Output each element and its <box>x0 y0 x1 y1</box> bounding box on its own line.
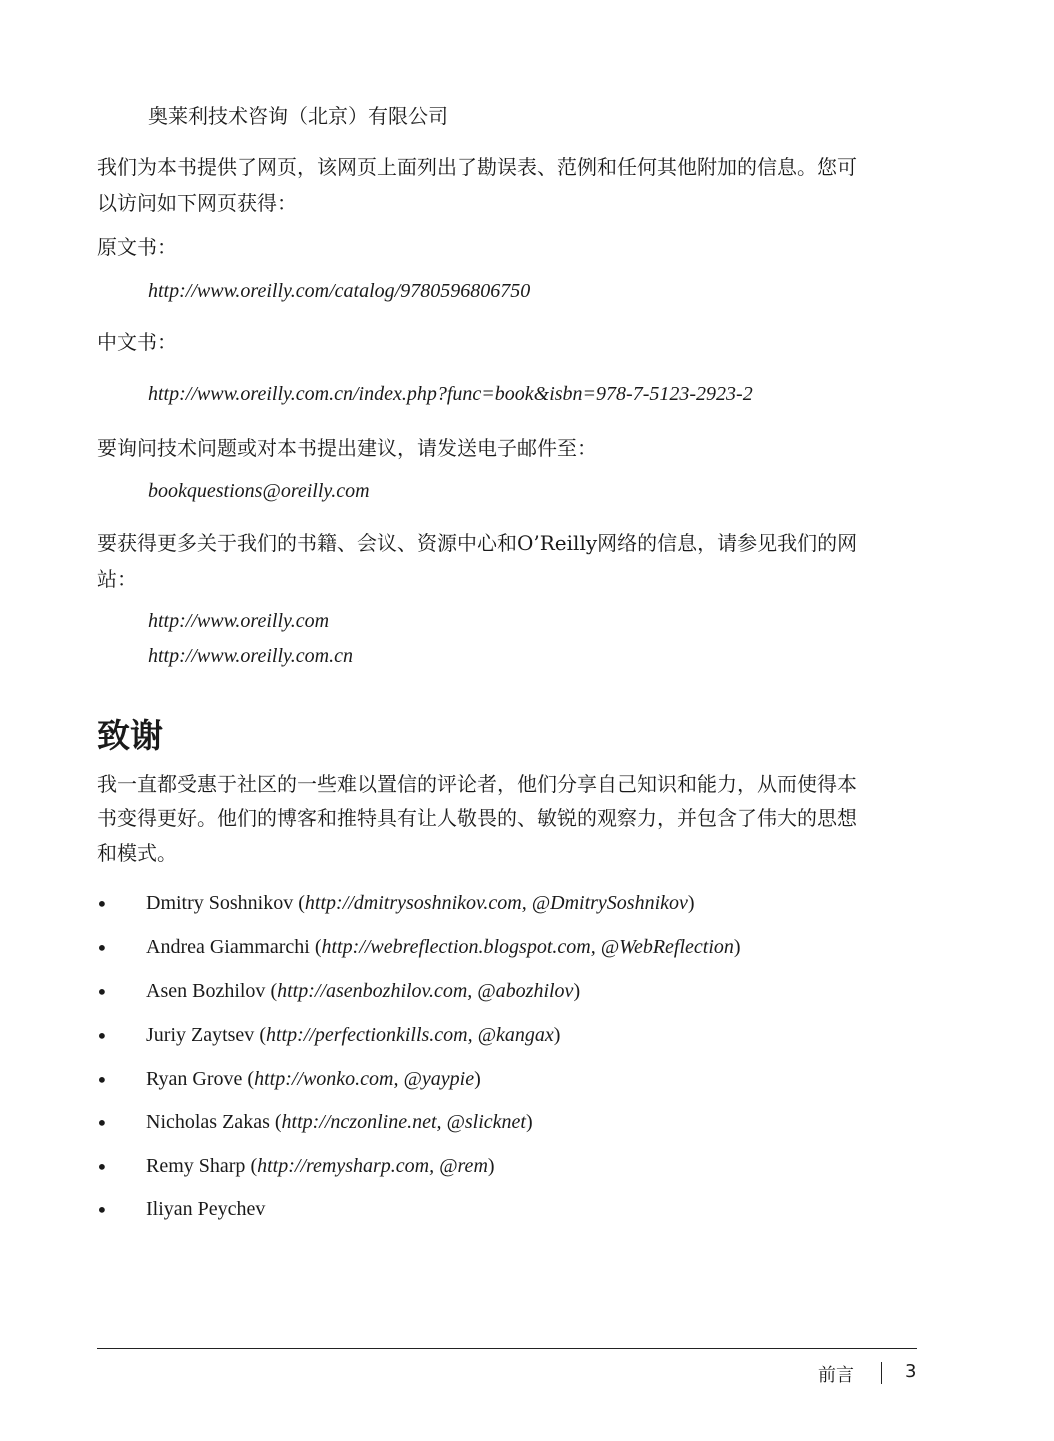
bullet: • <box>96 892 108 916</box>
paren-open: ( <box>245 1155 258 1177</box>
paren-close: ) <box>487 1155 495 1177</box>
webpage-paragraph-line-2: 以访问如下网页获得： <box>97 191 297 215</box>
paren-close: ) <box>733 936 741 958</box>
bullet: • <box>96 1198 108 1222</box>
reviewer-name: Iliyan Peychev <box>146 1198 266 1220</box>
webpage-paragraph-line-1: 我们为本书提供了网页，该网页上面列出了勘误表、范例和任何其他附加的信息。您可 <box>97 155 857 179</box>
paren-open: ( <box>309 936 322 958</box>
reviewer-detail[interactable]: http://wonko.com, @yaypie <box>254 1068 475 1090</box>
more-info-line-1: 要获得更多关于我们的书籍、会议、资源中心和O’Reilly网络的信息，请参见我们的网 <box>97 531 858 555</box>
reviewer-name: Dmitry Soshnikov <box>146 892 294 914</box>
bullet: • <box>96 936 108 960</box>
bullet: • <box>96 1155 108 1179</box>
footer-separator <box>881 1362 882 1384</box>
reviewer-name: Juriy Zaytsev <box>146 1024 255 1046</box>
bullet: • <box>96 980 108 1004</box>
paren-close: ) <box>525 1111 533 1133</box>
more-info-line-2: 站： <box>97 567 137 591</box>
section-heading: 致谢 <box>97 716 163 755</box>
paren-close: ) <box>687 892 695 914</box>
chinese-book-label: 中文书： <box>97 330 177 354</box>
company-name: 奥莱利技术咨询（北京）有限公司 <box>148 104 448 128</box>
reviewer-detail[interactable]: http://perfectionkills.com, @kangax <box>265 1024 554 1046</box>
website-url-2[interactable]: http://www.oreilly.com.cn <box>148 645 353 667</box>
reviewer-detail[interactable]: http://dmitrysoshnikov.com, @DmitrySoshnikov <box>304 892 688 914</box>
bullet: • <box>96 1024 108 1048</box>
original-book-label: 原文书： <box>97 235 177 259</box>
ack-paragraph-line-2: 书变得更好。他们的博客和推特具有让人敬畏的、敏锐的观察力，并包含了伟大的思想 <box>97 806 857 830</box>
footer-section-title: 前言 <box>818 1365 854 1386</box>
paren-open: ( <box>254 1024 266 1046</box>
paren-close: ) <box>573 980 581 1002</box>
reviewer-name: Nicholas Zakas <box>146 1111 270 1133</box>
ack-paragraph-line-1: 我一直都受惠于社区的一些难以置信的评论者，他们分享自己知识和能力，从而使得本 <box>97 772 857 796</box>
footer-divider <box>97 1348 917 1349</box>
reviewer-name: Remy Sharp <box>146 1155 246 1177</box>
paren-open: ( <box>269 1111 282 1133</box>
questions-text: 要询问技术问题或对本书提出建议，请发送电子邮件至： <box>97 436 597 460</box>
reviewer-name: Asen Bozhilov <box>146 980 266 1002</box>
original-book-url[interactable]: http://www.oreilly.com/catalog/9780596806750 <box>148 280 531 302</box>
paren-open: ( <box>293 892 305 914</box>
reviewer-detail[interactable]: http://remysharp.com, @rem <box>257 1155 488 1177</box>
paren-open: ( <box>265 980 278 1002</box>
bullet: • <box>96 1111 108 1135</box>
reviewer-name: Andrea Giammarchi <box>146 936 310 958</box>
reviewer-detail[interactable]: http://webreflection.blogspot.com, @WebReflection <box>321 936 734 958</box>
page-number: 3 <box>905 1361 917 1382</box>
reviewer-detail[interactable]: http://nczonline.net, @slicknet <box>281 1111 526 1133</box>
paren-open: ( <box>242 1068 255 1090</box>
chinese-book-url[interactable]: http://www.oreilly.com.cn/index.php?func=book&isbn=978-7-5123-2923-2 <box>148 383 753 405</box>
reviewer-detail[interactable]: http://asenbozhilov.com, @abozhilov <box>277 980 574 1002</box>
website-url-1[interactable]: http://www.oreilly.com <box>148 610 330 632</box>
email-address[interactable]: bookquestions@oreilly.com <box>148 480 370 502</box>
ack-paragraph-line-3: 和模式。 <box>97 841 177 865</box>
reviewer-name: Ryan Grove <box>146 1068 243 1090</box>
paren-close: ) <box>553 1024 561 1046</box>
paren-close: ) <box>474 1068 481 1090</box>
bullet: • <box>96 1068 108 1092</box>
